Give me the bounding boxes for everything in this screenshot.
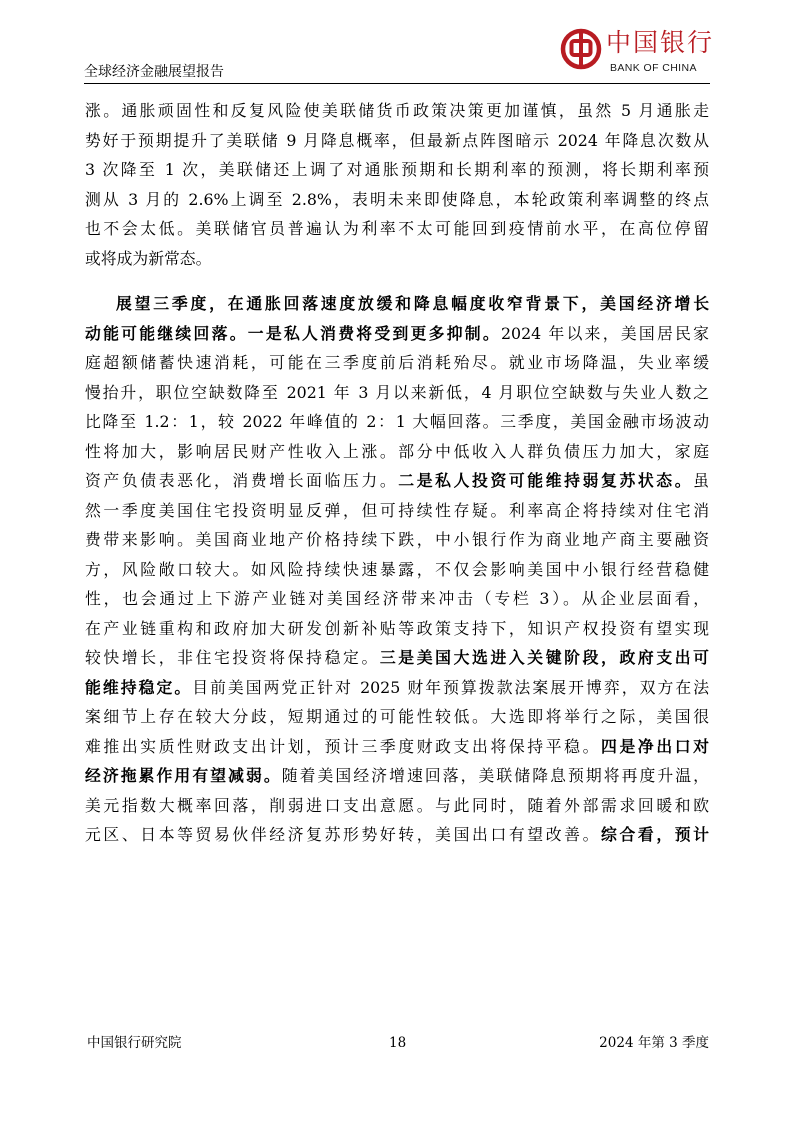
text-run: 资产负债表恶化，消费增长面临压力。	[85, 471, 399, 490]
text-run: 2024 年以来，美国居民家	[500, 323, 709, 343]
footer-page-number: 18	[389, 1035, 407, 1051]
text-line	[85, 732, 709, 762]
text-run: 美元指数大概率回落，削弱进口支出意愿。与此同时，随着外部需求回暖和欧	[85, 795, 709, 815]
text-run: 虽	[693, 471, 709, 490]
logo-english-name: BANK OF CHINA	[610, 62, 697, 74]
text-line	[85, 289, 709, 319]
text-run: 案细节上存在较大分歧，短期通过的可能性较低。大选即将举行之际，美国很	[85, 707, 709, 726]
text-line	[85, 643, 709, 673]
logo-chinese-name: 中国银行	[606, 28, 715, 57]
text-line: 3 次降至 1 次，美联储还上调了对通胀预期和长期利率的预测，将长期利率预	[85, 160, 709, 179]
paragraph-1	[85, 96, 709, 273]
text-run: 性将加大，影响居民财产性收入上涨。部分中低收入人群负债压力加大，家庭	[85, 441, 709, 461]
footer-institute: 中国银行研究院	[87, 1035, 182, 1051]
text-run: 较快增长，非住宅投资将保持稳定。	[85, 648, 380, 667]
text-line	[85, 466, 709, 496]
text-line	[85, 702, 709, 732]
text-line	[85, 407, 709, 437]
text-run: 方，风险敞口较大。如风险持续快速暴露，不仅会影响美国中小银行经营稳健	[85, 559, 709, 579]
text-line: 或将成为新常态。	[85, 248, 212, 268]
bold-text-run: 三是美国大选进入关键阶段，政府支出可	[379, 648, 709, 667]
text-run: 然一季度美国住宅投资明显反弹，但可持续性存疑。利率高企将持续对住宅消	[85, 500, 709, 520]
text-run: 费带来影响。美国商业地产价格持续下跌，中小银行作为商业地产商主要融资	[85, 530, 709, 549]
report-title: 全球经济金融展望报告	[84, 64, 224, 80]
bank-of-china-emblem-icon	[560, 28, 602, 70]
text-run: 难推出实质性财政支出计划，预计三季度财政支出将保持平稳。	[85, 736, 602, 756]
text-line: 势好于预期提升了美联储 9 月降息概率，但最新点阵图暗示 2024 年降息次数从	[85, 130, 709, 150]
text-line	[85, 614, 709, 644]
bold-text-run: 动能可能继续回落。一是私人消费将受到更多抑制。	[85, 323, 501, 343]
text-line	[85, 761, 709, 791]
text-line	[85, 525, 709, 555]
text-line	[85, 555, 709, 585]
text-run: 慢抬升，职位空缺数降至 2021 年 3 月以来新低，4 月职位空缺数与失业人数之	[85, 382, 709, 402]
text-line: 测从 3 月的 2.6%上调至 2.8%，表明未来即使降息，本轮政策利率调整的终点	[85, 189, 709, 209]
footer-period: 2024 年第 3 季度	[599, 1035, 709, 1051]
bank-logo	[560, 22, 714, 78]
text-line	[85, 437, 709, 467]
text-line	[85, 319, 709, 349]
header-divider	[84, 83, 710, 84]
text-run: 随着美国经济增速回落，美联储降息预期将再度升温，	[281, 766, 709, 785]
bold-text-run: 综合看，预计	[601, 825, 709, 844]
body-text	[85, 96, 709, 850]
text-line	[85, 378, 709, 408]
text-line: 涨。通胀顽固性和反复风险使美联储货币政策决策更加谨慎，虽然 5 月通胀走	[85, 101, 709, 120]
text-line	[85, 348, 709, 378]
paragraph-2	[85, 289, 709, 850]
text-line: 也不会太低。美联储官员普遍认为利率不太可能回到疫情前水平，在高位停留	[85, 219, 709, 238]
text-run: 在产业链重构和政府加大研发创新补贴等政策支持下，知识产权投资有望实现	[85, 618, 709, 638]
text-run: 庭超额储蓄快速消耗，可能在三季度前后消耗殆尽。就业市场降温，失业率缓	[85, 353, 709, 372]
bold-text-run: 二是私人投资可能维持弱复苏状态。	[398, 471, 694, 490]
text-run: 性，也会通过上下游产业链对美国经济带来冲击（专栏 3）。从企业层面看，	[85, 589, 709, 608]
text-line	[85, 584, 709, 614]
bold-text-run: 能维持稳定。	[85, 677, 193, 697]
bold-text-run: 展望三季度，在通胀回落速度放缓和降息幅度收窄背景下，美国经济增长	[116, 294, 709, 313]
text-line	[85, 820, 709, 850]
text-run: 比降至 1.2：1，较 2022 年峰值的 2：1 大幅回落。三季度，美国金融市场波动	[85, 412, 709, 431]
text-line	[85, 496, 709, 526]
text-line	[85, 673, 709, 703]
bold-text-run: 经济拖累作用有望减弱。	[85, 766, 282, 785]
bold-text-run: 四是净出口对	[601, 736, 709, 756]
text-run: 目前美国两党正针对 2025 财年预算拨款法案展开博弈，双方在法	[192, 677, 709, 697]
text-run: 元区、日本等贸易伙伴经济复苏形势好转，美国出口有望改善。	[85, 825, 602, 844]
text-line	[85, 791, 709, 821]
